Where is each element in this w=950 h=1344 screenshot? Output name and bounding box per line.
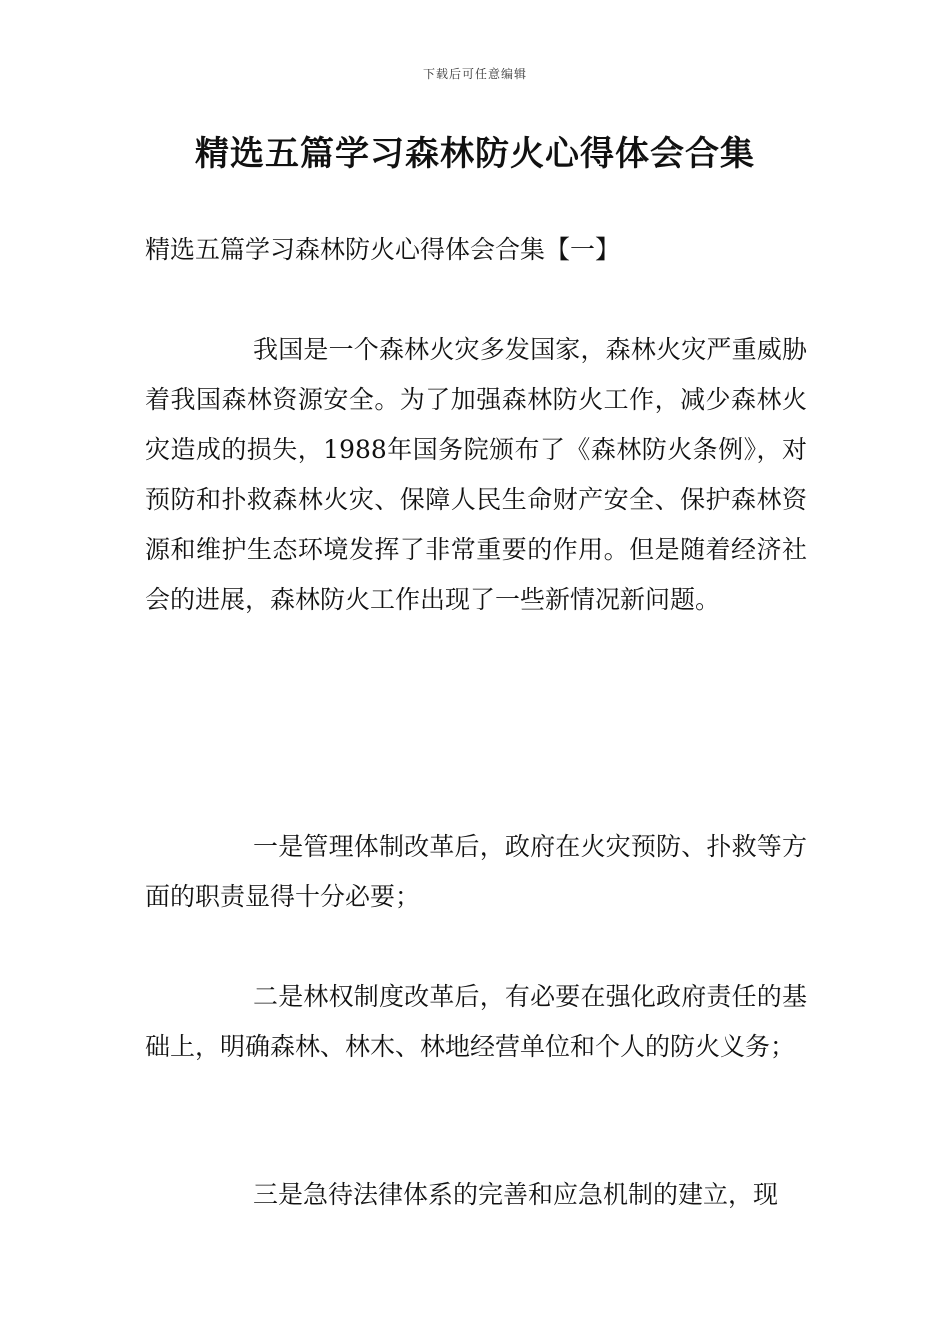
paragraph-point-one: 一是管理体制改革后，政府在火灾预防、扑救等方面的职责显得十分必要；	[145, 832, 807, 911]
section-heading: 精选五篇学习森林防火心得体会合集【一】	[145, 235, 621, 264]
document-title: 精选五篇学习森林防火心得体会合集	[195, 134, 755, 174]
paragraph-point-two: 二是林权制度改革后，有必要在强化政府责任的基础上，明确森林、林木、林地经营单位和个人的防火义务；	[145, 982, 807, 1061]
header-note: 下载后可任意编辑	[422, 67, 527, 81]
paragraph-intro: 我国是一个森林火灾多发国家，森林火灾严重威胁着我国森林资源安全。为了加强森林防火工作，减少森林火灾造成的损失，1988年国务院颁布了《森林防火条例》，对预防和扑救森林火灾、保障人民生命财产安全、保护森林资源和维护生态环境发挥了非常重要的作用。但是随着经济社会的进展，森林防火工作出现了一些新情况新问题。	[145, 335, 807, 614]
paragraph-point-three: 三是急待法律体系的完善和应急机制的建立，现	[253, 1180, 779, 1209]
